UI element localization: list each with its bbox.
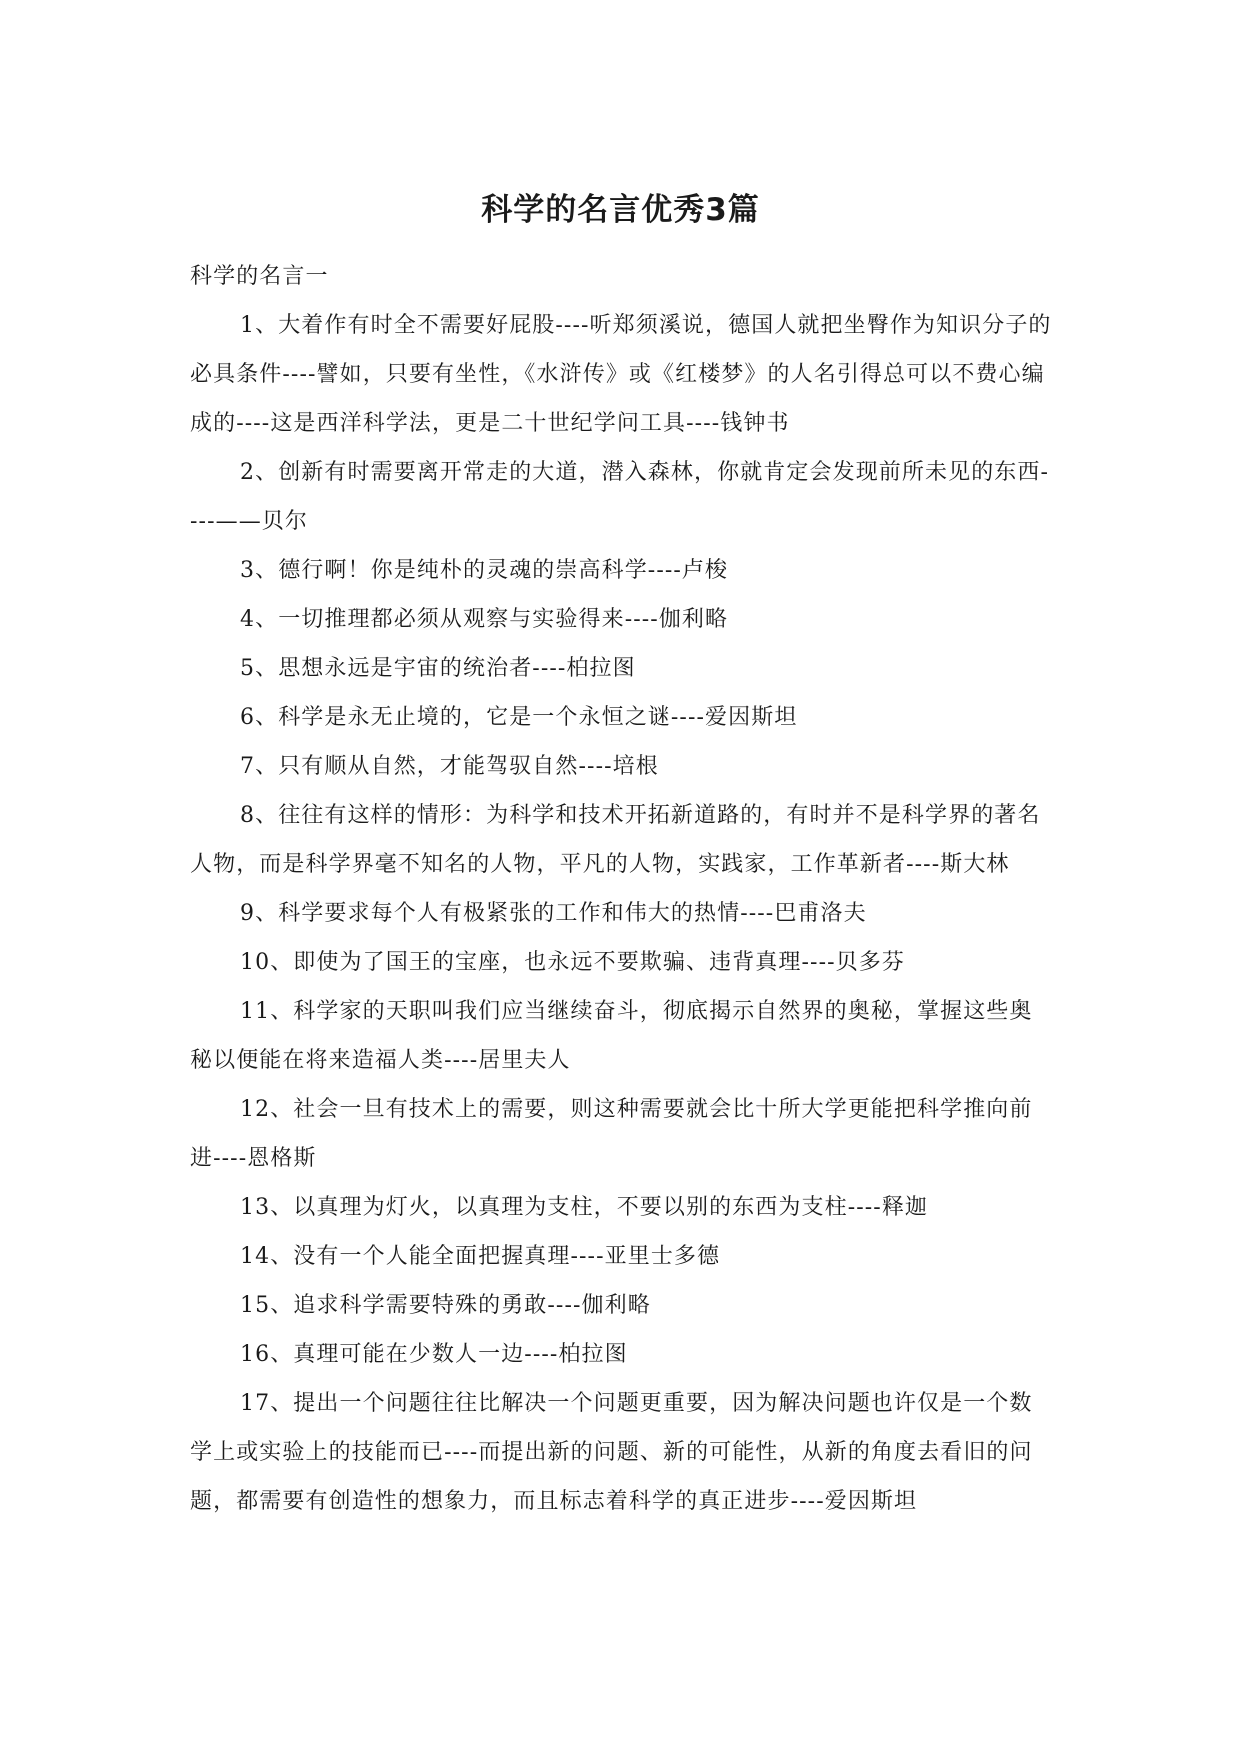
quote-item-17: 17、提出一个问题往往比解决一个问题更重要，因为解决问题也许仅是一个数学上或实验上的技能而已----而提出新的问题、新的可能性，从新的角度去看旧的问题，都需要有创造性的想象力，而且标志着科学的真正进步----爱因斯坦: [190, 1391, 1033, 1514]
quote-item-2: 2、创新有时需要离开常走的大道，潜入森林，你就肯定会发现前所未见的东西----——贝尔: [190, 460, 1050, 534]
document-body: [190, 252, 1052, 1526]
quote-item-1: 1、大着作有时全不需要好屁股----听郑须溪说，德国人就把坐臀作为知识分子的必具条件----譬如，只要有坐性，《水浒传》或《红楼梦》的人名引得总可以不费心编成的----这是西洋科学法，更是二十世纪学问工具----钱钟书: [190, 313, 1052, 436]
quote-item-9: 9、科学要求每个人有极紧张的工作和伟大的热情----巴甫洛夫: [240, 901, 867, 926]
quote-item-4: 4、一切推理都必须从观察与实验得来----伽利略: [240, 607, 729, 632]
quote-item-6: 6、科学是永无止境的，它是一个永恒之谜----爱因斯坦: [240, 705, 798, 730]
quote-item-16: 16、真理可能在少数人一边----柏拉图: [240, 1342, 628, 1367]
quote-item-11: 11、科学家的天职叫我们应当继续奋斗，彻底揭示自然界的奥秘，掌握这些奥秘以便能在将来造福人类----居里夫人: [190, 999, 1033, 1073]
quote-item-10: 10、即使为了国王的宝座，也永远不要欺骗、违背真理----贝多芬: [240, 950, 905, 975]
quote-item-7: 7、只有顺从自然，才能驾驭自然----培根: [240, 754, 659, 779]
quote-item-3: 3、德行啊！你是纯朴的灵魂的崇高科学----卢梭: [240, 558, 729, 583]
quote-item-15: 15、追求科学需要特殊的勇敢----伽利略: [240, 1293, 651, 1318]
quote-item-5: 5、思想永远是宇宙的统治者----柏拉图: [240, 656, 636, 681]
quote-item-13: 13、以真理为灯火，以真理为支柱，不要以别的东西为支柱----释迦: [240, 1195, 929, 1220]
quote-item-14: 14、没有一个人能全面把握真理----亚里士多德: [240, 1244, 721, 1269]
section-heading: 科学的名言一: [190, 264, 329, 289]
quote-item-12: 12、社会一旦有技术上的需要，则这种需要就会比十所大学更能把科学推向前进----恩格斯: [190, 1097, 1033, 1171]
document-title: 科学的名言优秀3篇: [481, 192, 760, 228]
quote-item-8: 8、往往有这样的情形：为科学和技术开拓新道路的，有时并不是科学界的著名人物，而是科学界毫不知名的人物，平凡的人物，实践家，工作革新者----斯大林: [190, 803, 1041, 877]
